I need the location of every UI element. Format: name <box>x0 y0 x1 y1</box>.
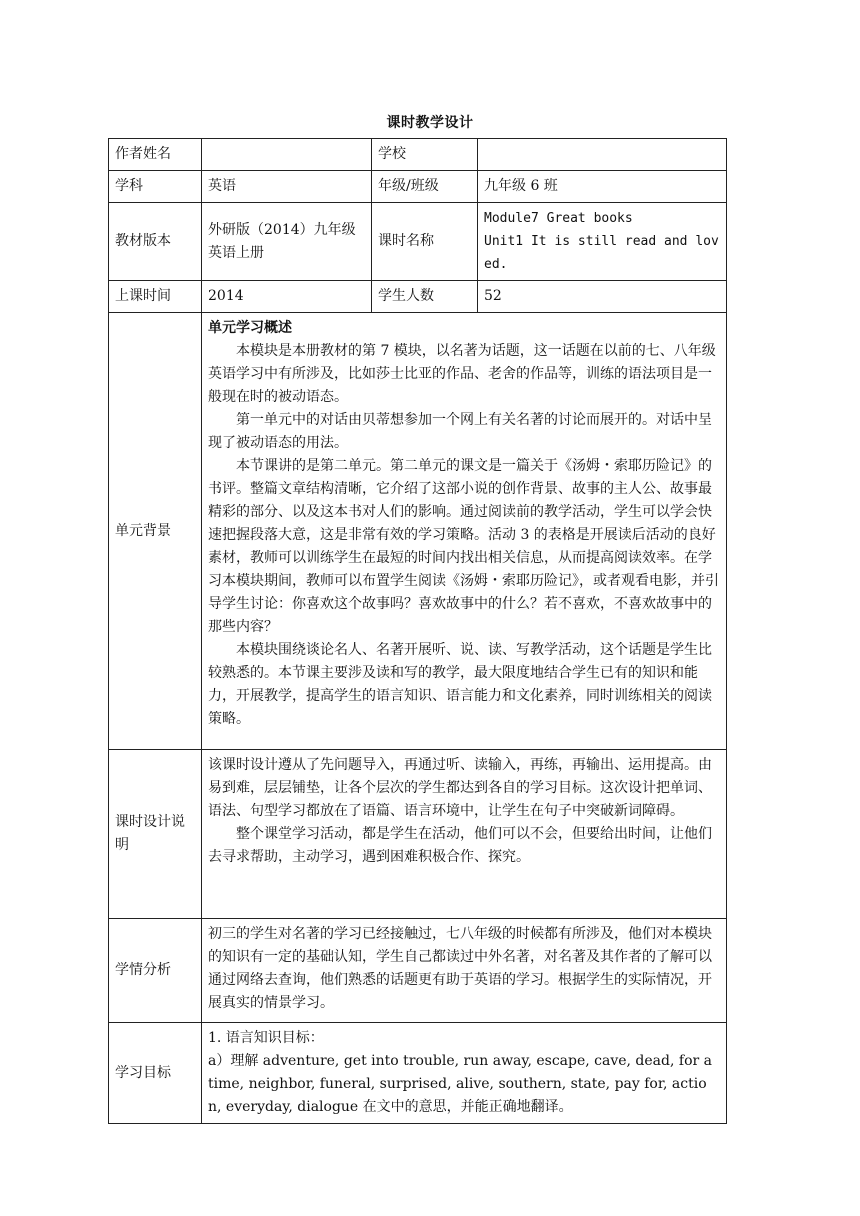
time-value: 2014 <box>202 281 372 313</box>
background-paragraph: 本模块围绕谈论名人、名著开展听、说、读、写教学活动，这个话题是学生比较熟悉的。本节课主要涉及读和写的教学，最大限度地结合学生已有的知识和能力，开展教学，提高学生的语言知识、语言能力和文化素养，同时训练相关的阅读策略。 <box>208 642 712 727</box>
table-row <box>109 203 727 281</box>
table-row <box>109 171 727 203</box>
subject-value: 英语 <box>202 171 372 203</box>
background-label: 单元背景 <box>109 313 202 750</box>
author-value <box>202 139 372 171</box>
school-label: 学校 <box>372 139 478 171</box>
table-row <box>109 750 727 919</box>
lesson-line-2: Unit1 It is still read and loved. <box>484 234 719 272</box>
time-label: 上课时间 <box>109 281 202 313</box>
lesson-line-1: Module7 Great books <box>484 211 633 226</box>
grade-value: 九年级 6 班 <box>478 171 727 203</box>
background-heading: 单元学习概述 <box>208 320 292 336</box>
analysis-content <box>202 919 727 1023</box>
design-content <box>202 750 727 919</box>
goals-content <box>202 1023 727 1124</box>
author-label: 作者姓名 <box>109 139 202 171</box>
goals-line: 1. 语言知识目标： <box>208 1030 324 1046</box>
analysis-label: 学情分析 <box>109 919 202 1023</box>
goals-line: a）理解 adventure, get into trouble, run away, escape, cave, dead, for a time, neighbor, funeral, surprised, alive, southern, state, pay for, action, everyday, dialogue 在文中的意思，并能正确地翻译。 <box>208 1053 712 1115</box>
background-paragraph: 第一单元中的对话由贝蒂想参加一个网上有关名著的讨论而展开的。对话中呈现了被动语态的用法。 <box>208 412 712 451</box>
table-row <box>109 1023 727 1124</box>
table-row <box>109 139 727 171</box>
students-value: 52 <box>478 281 727 313</box>
background-content <box>202 313 727 750</box>
page-title: 课时教学设计 <box>386 115 474 131</box>
grade-label: 年级/班级 <box>372 171 478 203</box>
table-row <box>109 281 727 313</box>
goals-label: 学习目标 <box>109 1023 202 1124</box>
background-paragraph: 本模块是本册教材的第 7 模块，以名著为话题，这一话题在以前的七、八年级英语学习中有所涉及，比如莎士比亚的作品、老舍的作品等，训练的语法项目是一般现在时的被动语态。 <box>208 343 716 405</box>
textbook-label: 教材版本 <box>109 203 202 281</box>
design-label: 课时设计说明 <box>109 750 202 919</box>
design-paragraph: 该课时设计遵从了先问题导入，再通过听、读输入，再练，再输出、运用提高。由易到难，层层铺垫，让各个层次的学生都达到各自的学习目标。这次设计把单词、语法、句型学习都放在了语篇、语言环境中，让学生在句子中突破新词障碍。 <box>208 757 712 819</box>
school-value <box>478 139 727 171</box>
lesson-label: 课时名称 <box>372 203 478 281</box>
background-paragraph: 本节课讲的是第二单元。第二单元的课文是一篇关于《汤姆・索耶历险记》的书评。整篇文章结构清晰，它介绍了这部小说的创作背景、故事的主人公、故事最精彩的部分、以及这本书对人们的影响。通过阅读前的教学活动，学生可以学会快速把握段落大意，这是非常有效的学习策略。活动 3 的表格是开展读后活动的良好素材，教师可以训练学生在最短的时间内找出相关信息，从而提高阅读效率。在学习本模块期间，教师可以布置学生阅读《汤姆・索耶历险记》，或者观看电影，并引导学生讨论：你喜欢这个故事吗？喜欢故事中的什么？若不喜欢，不喜欢故事中的那些内容？ <box>208 458 719 635</box>
lesson-design-table <box>108 138 727 1124</box>
lesson-value <box>478 203 727 281</box>
table-row <box>109 313 727 750</box>
design-paragraph: 整个课堂学习活动，都是学生在活动，他们可以不会，但要给出时间，让他们去寻求帮助，主动学习，遇到困难积极合作、探究。 <box>208 826 712 865</box>
table-row <box>109 919 727 1023</box>
analysis-paragraph: 初三的学生对名著的学习已经接触过，七八年级的时候都有所涉及，他们对本模块的知识有一定的基础认知，学生自己都读过中外名著，对名著及其作者的了解可以通过网络去查询，他们熟悉的话题更有助于英语的学习。根据学生的实际情况，开展真实的情景学习。 <box>208 926 712 1011</box>
subject-label: 学科 <box>109 171 202 203</box>
textbook-value: 外研版（2014）九年级英语上册 <box>202 203 372 281</box>
students-label: 学生人数 <box>372 281 478 313</box>
